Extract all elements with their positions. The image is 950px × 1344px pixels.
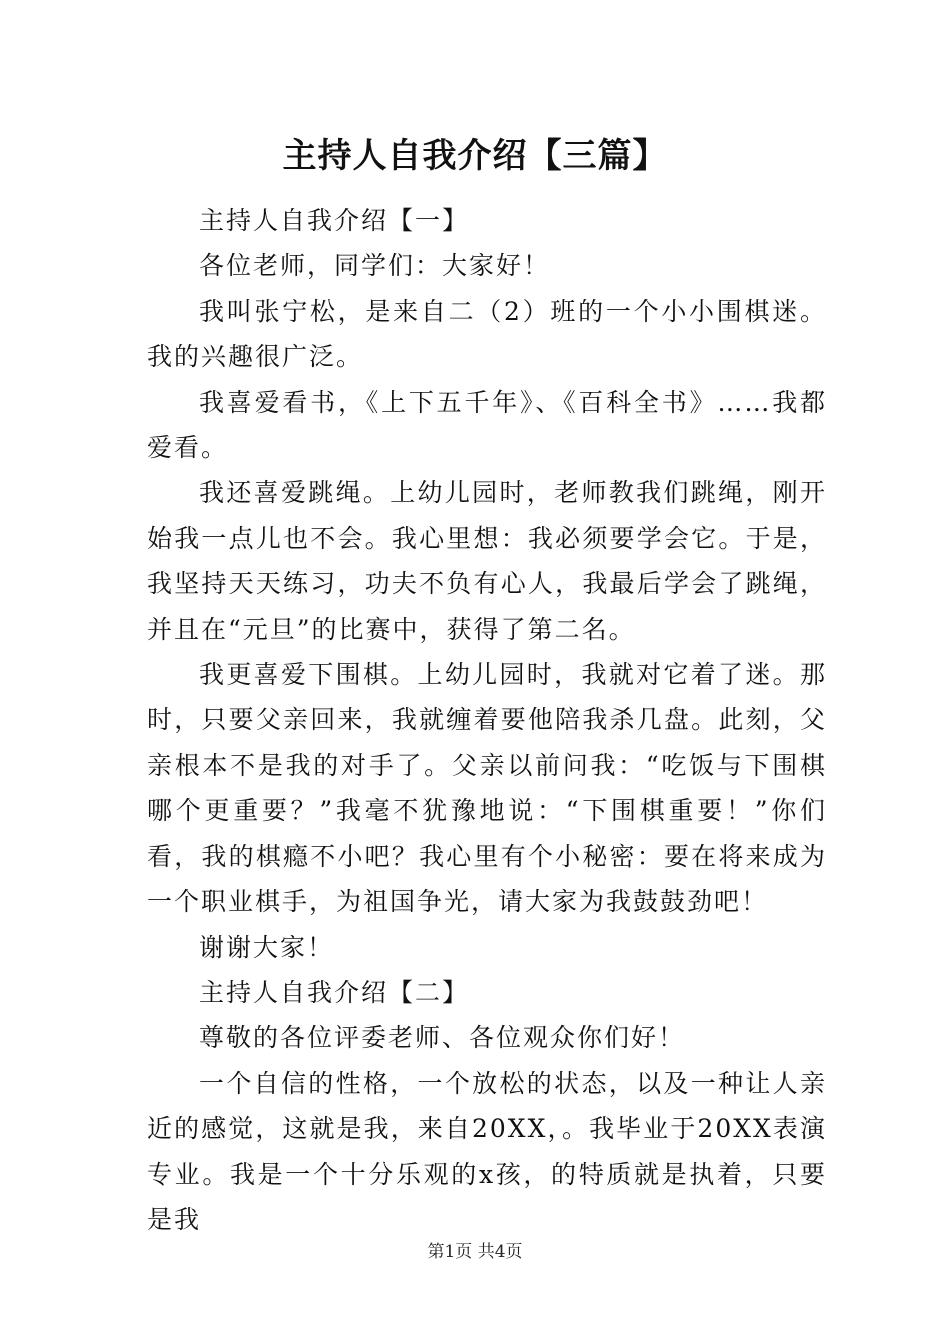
document-title: 主持人自我介绍【三篇】: [282, 136, 668, 176]
document-body: [147, 198, 827, 1242]
paragraph-greeting-2: 尊敬的各位评委老师、各位观众你们好！: [199, 1023, 686, 1053]
section-heading-1: 主持人自我介绍【一】: [199, 206, 470, 235]
paragraph-greeting: 各位老师，同学们：大家好！: [199, 251, 551, 281]
paragraph-jump-rope: 我还喜爱跳绳。上幼儿园时，老师教我们跳绳，刚开始我一点儿也不会。我心里想：我必须要学会它。于是，我坚持天天练习，功夫不负有心人，我最后学会了跳绳，并且在“元旦”的比赛中，获得了第二名。: [147, 478, 827, 644]
paragraph-thanks: 谢谢大家！: [199, 932, 335, 962]
paragraph-intro: 我叫张宁松，是来自二（2）班的一个小小围棋迷。我的兴趣很广泛。: [147, 296, 827, 372]
page-footer: 第1页 共4页: [427, 1242, 523, 1262]
paragraph-reading: 我喜爱看书，《上下五千年》、《百科全书》……我都爱看。: [147, 387, 827, 463]
paragraph-self-description: 一个自信的性格，一个放松的状态，以及一种让人亲近的感觉，这就是我，来自20XX，。我毕业于20XX表演专业。我是一个十分乐观的x孩，的特质就是执着，只要是我: [147, 1068, 827, 1234]
section-heading-2: 主持人自我介绍【二】: [199, 977, 470, 1007]
paragraph-go-chess: 我更喜爱下围棋。上幼儿园时，我就对它着了迷。那时，只要父亲回来，我就缠着要他陪我杀几盘。此刻，父亲根本不是我的对手了。父亲以前问我：“吃饭与下围棋哪个更重要？”我毫不犹豫地说：“下围棋重要！”你们看，我的棋瘾不小吧？我心里有个小秘密：要在将来成为一个职业棋手，为祖国争光，请大家为我鼓鼓劲吧！: [147, 660, 827, 917]
